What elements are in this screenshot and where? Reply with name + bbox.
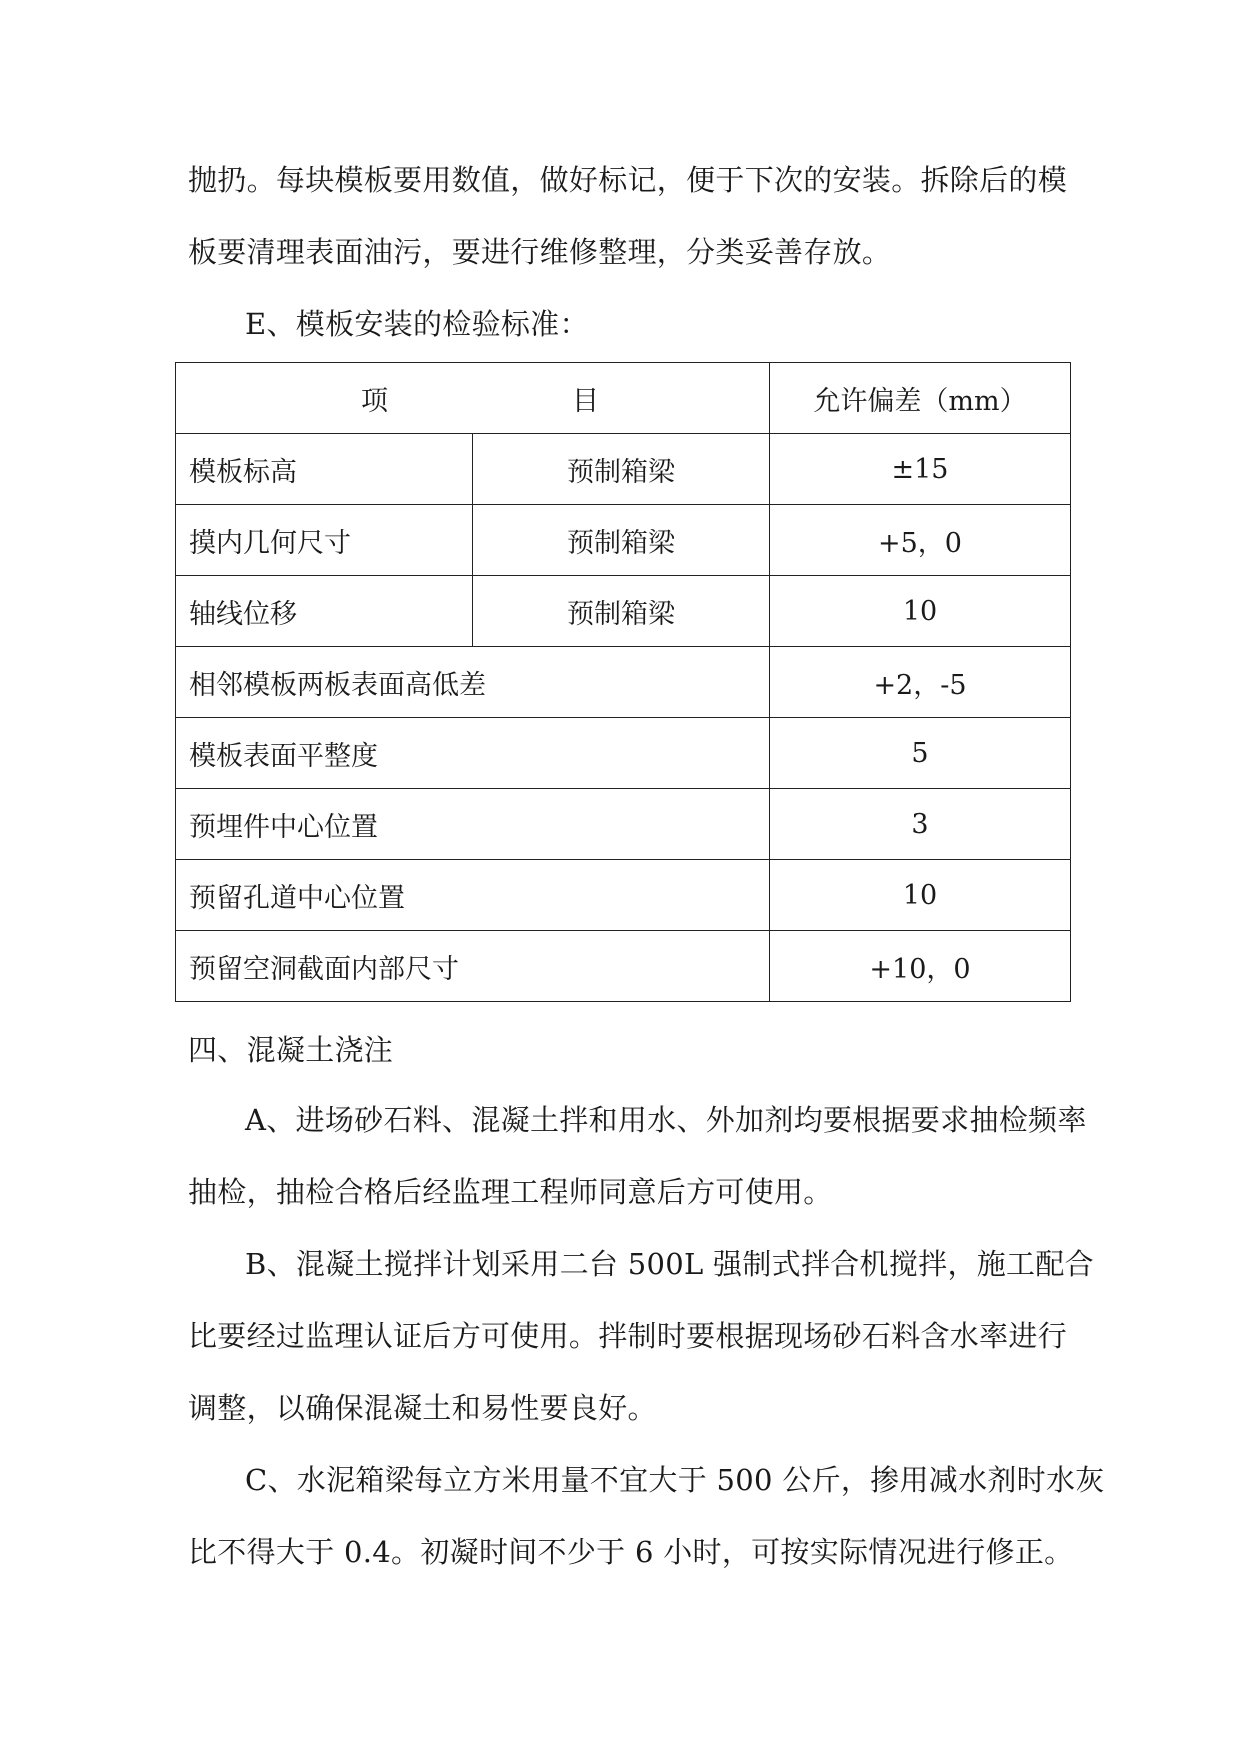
item-cell: 摸内几何尺寸 <box>176 505 473 576</box>
sub-item-cell: 预制箱梁 <box>473 576 770 647</box>
table-row <box>176 718 1071 789</box>
paragraph-line: 比要经过监理认证后方可使用。拌制时要根据现场砂石料含水率进行 <box>188 1319 1068 1353</box>
section-heading-4: 四、混凝土浇注 <box>188 1033 394 1067</box>
header-item-label-a: 项 <box>361 385 388 417</box>
paragraph-line: B、混凝土搅拌计划采用二台 500L 强制式拌合机搅拌，施工配合 <box>245 1247 1094 1281</box>
table-row <box>176 434 1071 505</box>
item-cell: 模板标高 <box>176 434 473 505</box>
sub-item-cell: 预制箱梁 <box>473 434 770 505</box>
table-row <box>176 647 1071 718</box>
paragraph-line: 抽检，抽检合格后经监理工程师同意后方可使用。 <box>188 1175 833 1209</box>
item-cell: 预留空洞截面内部尺寸 <box>176 931 770 1002</box>
tolerance-cell: ±15 <box>770 434 1071 505</box>
paragraph-line: 调整，以确保混凝土和易性要良好。 <box>188 1391 657 1425</box>
tolerance-cell: 10 <box>770 860 1071 931</box>
sub-item-cell: 预制箱梁 <box>473 505 770 576</box>
table-row <box>176 789 1071 860</box>
tolerance-cell: +5，0 <box>770 505 1071 576</box>
tolerance-cell: 10 <box>770 576 1071 647</box>
paragraph-line: A、进场砂石料、混凝土拌和用水、外加剂均要根据要求抽检频率 <box>245 1103 1087 1137</box>
section-heading-e: E、模板安装的检验标准： <box>245 307 589 341</box>
table-row <box>176 505 1071 576</box>
tolerance-cell: +10，0 <box>770 931 1071 1002</box>
tolerance-cell: +2，-5 <box>770 647 1071 718</box>
paragraph-line: C、水泥箱梁每立方米用量不宜大于 500 公斤，掺用减水剂时水灰 <box>245 1463 1105 1497</box>
tolerance-cell: 5 <box>770 718 1071 789</box>
header-item-label-b: 目 <box>572 385 599 417</box>
paragraph-line: 抛扔。每块模板要用数值，做好标记，便于下次的安装。拆除后的模 <box>188 163 1068 197</box>
item-cell: 模板表面平整度 <box>176 718 770 789</box>
paragraph-line: 板要清理表面油污，要进行维修整理，分类妥善存放。 <box>188 235 892 269</box>
table-row <box>176 860 1071 931</box>
item-cell: 预留孔道中心位置 <box>176 860 770 931</box>
inspection-standard-table <box>175 362 1071 1002</box>
table-row <box>176 931 1071 1002</box>
header-item-cell <box>176 363 770 434</box>
table-header-row <box>176 363 1071 434</box>
paragraph-line: 比不得大于 0.4。初凝时间不少于 6 小时，可按实际情况进行修正。 <box>188 1535 1074 1569</box>
header-tolerance-cell: 允许偏差（mm） <box>770 363 1071 434</box>
item-cell: 相邻模板两板表面高低差 <box>176 647 770 718</box>
tolerance-cell: 3 <box>770 789 1071 860</box>
table-row <box>176 576 1071 647</box>
item-cell: 预埋件中心位置 <box>176 789 770 860</box>
item-cell: 轴线位移 <box>176 576 473 647</box>
